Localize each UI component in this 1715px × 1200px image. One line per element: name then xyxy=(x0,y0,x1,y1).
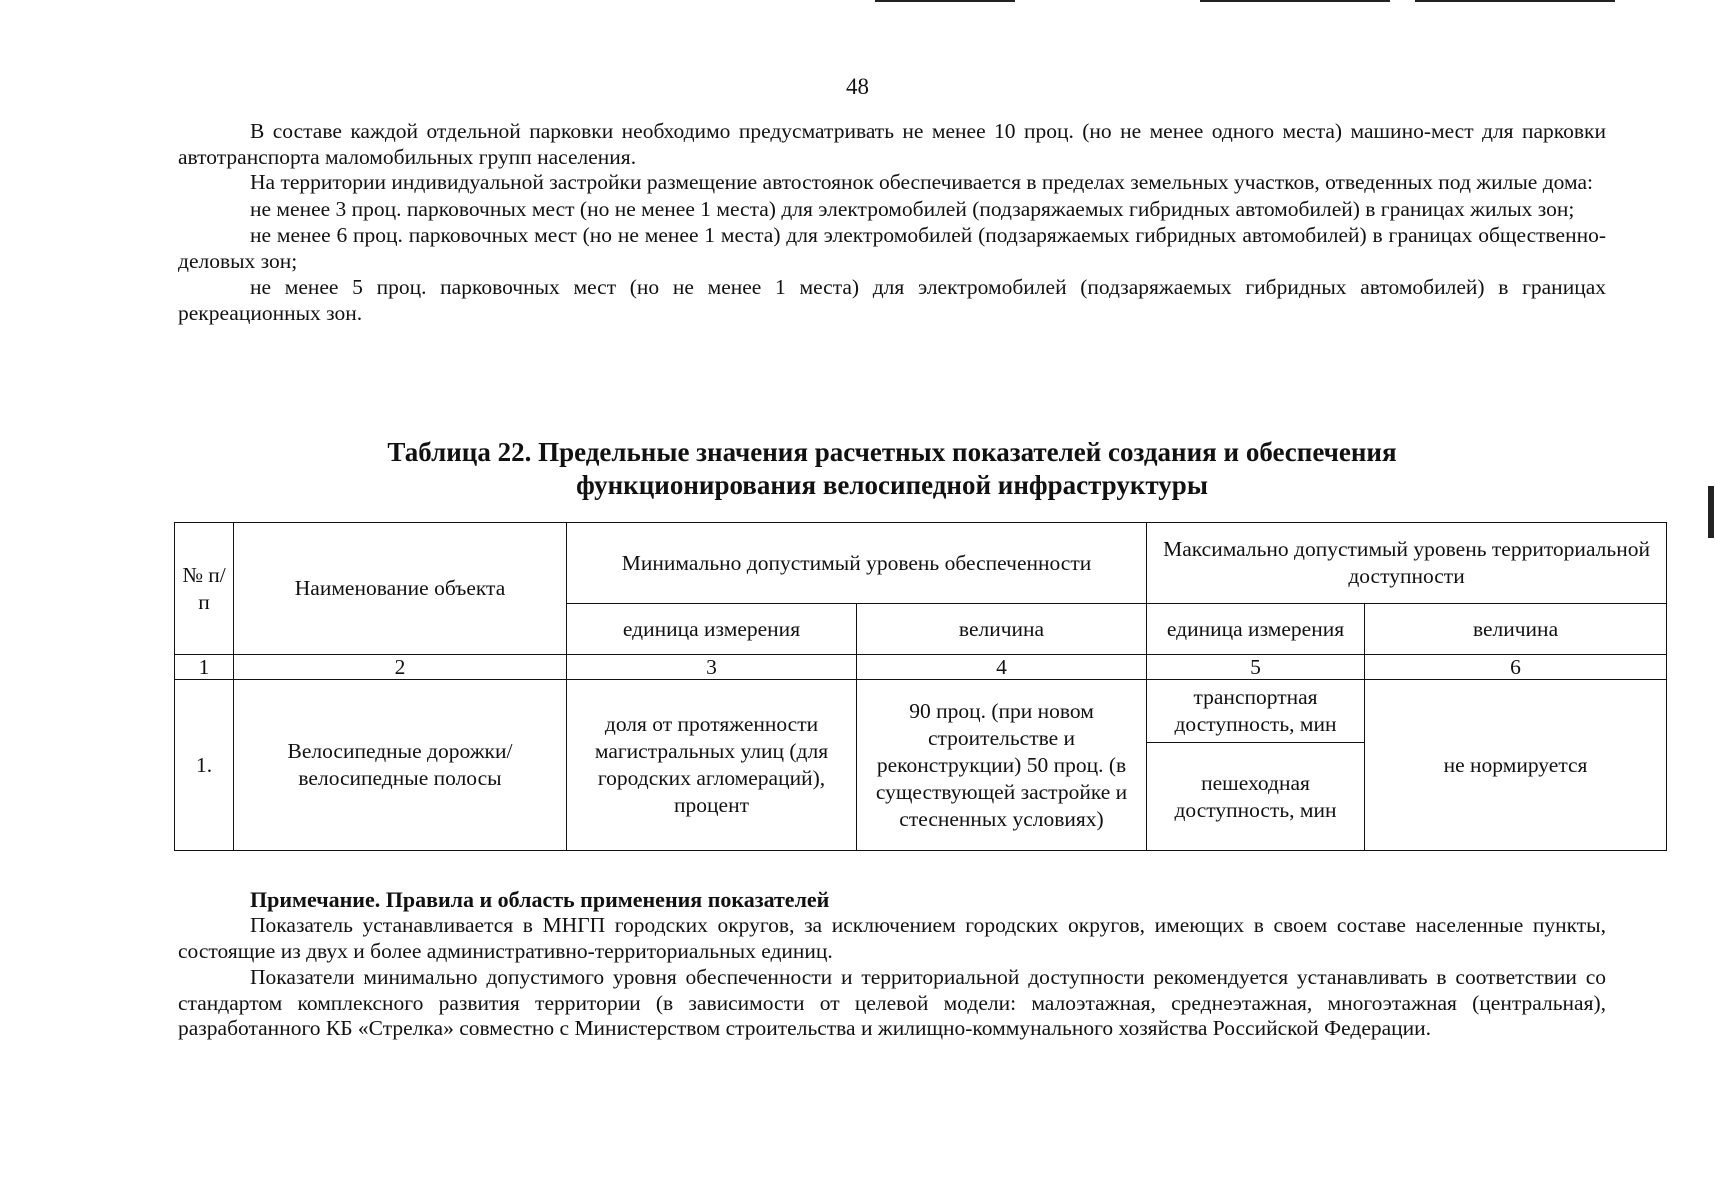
row-max-value: не нормируется xyxy=(1365,680,1667,851)
row-min-value: 90 проц. (при новом строительстве и реконструкции) 50 проц. (в существующей застройке и стесненных условиях) xyxy=(857,680,1147,851)
scan-artifact xyxy=(1415,0,1615,2)
header-min-value: величина xyxy=(857,604,1147,655)
note-text xyxy=(178,913,1606,1042)
table-caption-line: Таблица 22. Предельные значения расчетных показателей создания и обеспечения xyxy=(387,437,1397,467)
header-name: Наименование объекта xyxy=(234,523,567,655)
header-max-unit: единица измерения xyxy=(1147,604,1365,655)
column-number: 4 xyxy=(857,655,1147,680)
table-caption-line: функционирования велосипедной инфраструктуры xyxy=(576,470,1208,500)
row-max-unit-transport: транспортная доступность, мин xyxy=(1147,680,1365,743)
table-header-row xyxy=(175,523,1667,604)
header-min-unit: единица измерения xyxy=(567,604,857,655)
row-max-unit-pedestrian: пешеходная доступность, мин xyxy=(1147,743,1365,851)
column-number: 5 xyxy=(1147,655,1365,680)
paragraph: Показатели минимально допустимого уровня обеспеченности и территориальной доступности рекомендуется устанавливать в соответствии со стандартом комплексного развития территории (в зависимости от целевой модели: малоэтажная, среднеэтажная, многоэтажная (центральная), разработанного КБ «Стрелка» совместно с Министерством строительства и жилищно-коммунального хозяйства Российской Федерации. xyxy=(178,965,1606,1040)
row-name: Велосипедные дорожки/ велосипедные полосы xyxy=(234,680,567,851)
paragraph: Показатель устанавливается в МНГП городских округов, за исключением городских округов, имеющих в своем составе населенные пункты, состоящие из двух и более административно-территориальных единиц. xyxy=(178,913,1606,963)
list-item: не менее 5 проц. парковочных мест (но не менее 1 места) для электромобилей (подзаряжаемых гибридных автомобилей) в границах рекреационных зон. xyxy=(178,275,1606,325)
scan-artifact xyxy=(1708,486,1714,538)
header-max-value: величина xyxy=(1365,604,1667,655)
column-number: 3 xyxy=(567,655,857,680)
page-number: 48 xyxy=(846,74,869,99)
header-num: № п/п xyxy=(175,523,234,655)
table-row xyxy=(175,680,1667,743)
note-heading: Примечание. Правила и область применения показателей xyxy=(250,887,830,912)
row-min-unit: доля от протяженности магистральных улиц (для городских агломераций), процент xyxy=(567,680,857,851)
scan-artifact xyxy=(1200,0,1390,2)
column-number-row xyxy=(175,655,1667,680)
column-number: 2 xyxy=(234,655,567,680)
header-min-group: Минимально допустимый уровень обеспеченности xyxy=(567,523,1147,604)
paragraph: В составе каждой отдельной парковки необходимо предусматривать не менее 10 проц. (но не менее одного места) машино-мест для парковки автотранспорта маломобильных групп населения. xyxy=(178,119,1606,169)
list-item: не менее 3 проц. парковочных мест (но не менее 1 места) для электромобилей (подзаряжаемых гибридных автомобилей) в границах жилых зон; xyxy=(250,196,1575,221)
list-item: не менее 6 проц. парковочных мест (но не менее 1 места) для электромобилей (подзаряжаемых гибридных автомобилей) в границах общественно-деловых зон; xyxy=(178,223,1606,273)
row-num: 1. xyxy=(175,680,234,851)
paragraph: На территории индивидуальной застройки размещение автостоянок обеспечивается в пределах земельных участков, отведенных под жилые дома: xyxy=(250,170,1593,194)
column-number: 6 xyxy=(1365,655,1667,680)
scan-artifact xyxy=(875,0,1015,2)
intro-text xyxy=(178,119,1606,326)
header-max-group: Максимально допустимый уровень территориальной доступности xyxy=(1147,523,1667,604)
column-number: 1 xyxy=(175,655,234,680)
infrastructure-table xyxy=(174,522,1667,851)
table-caption xyxy=(178,436,1606,502)
